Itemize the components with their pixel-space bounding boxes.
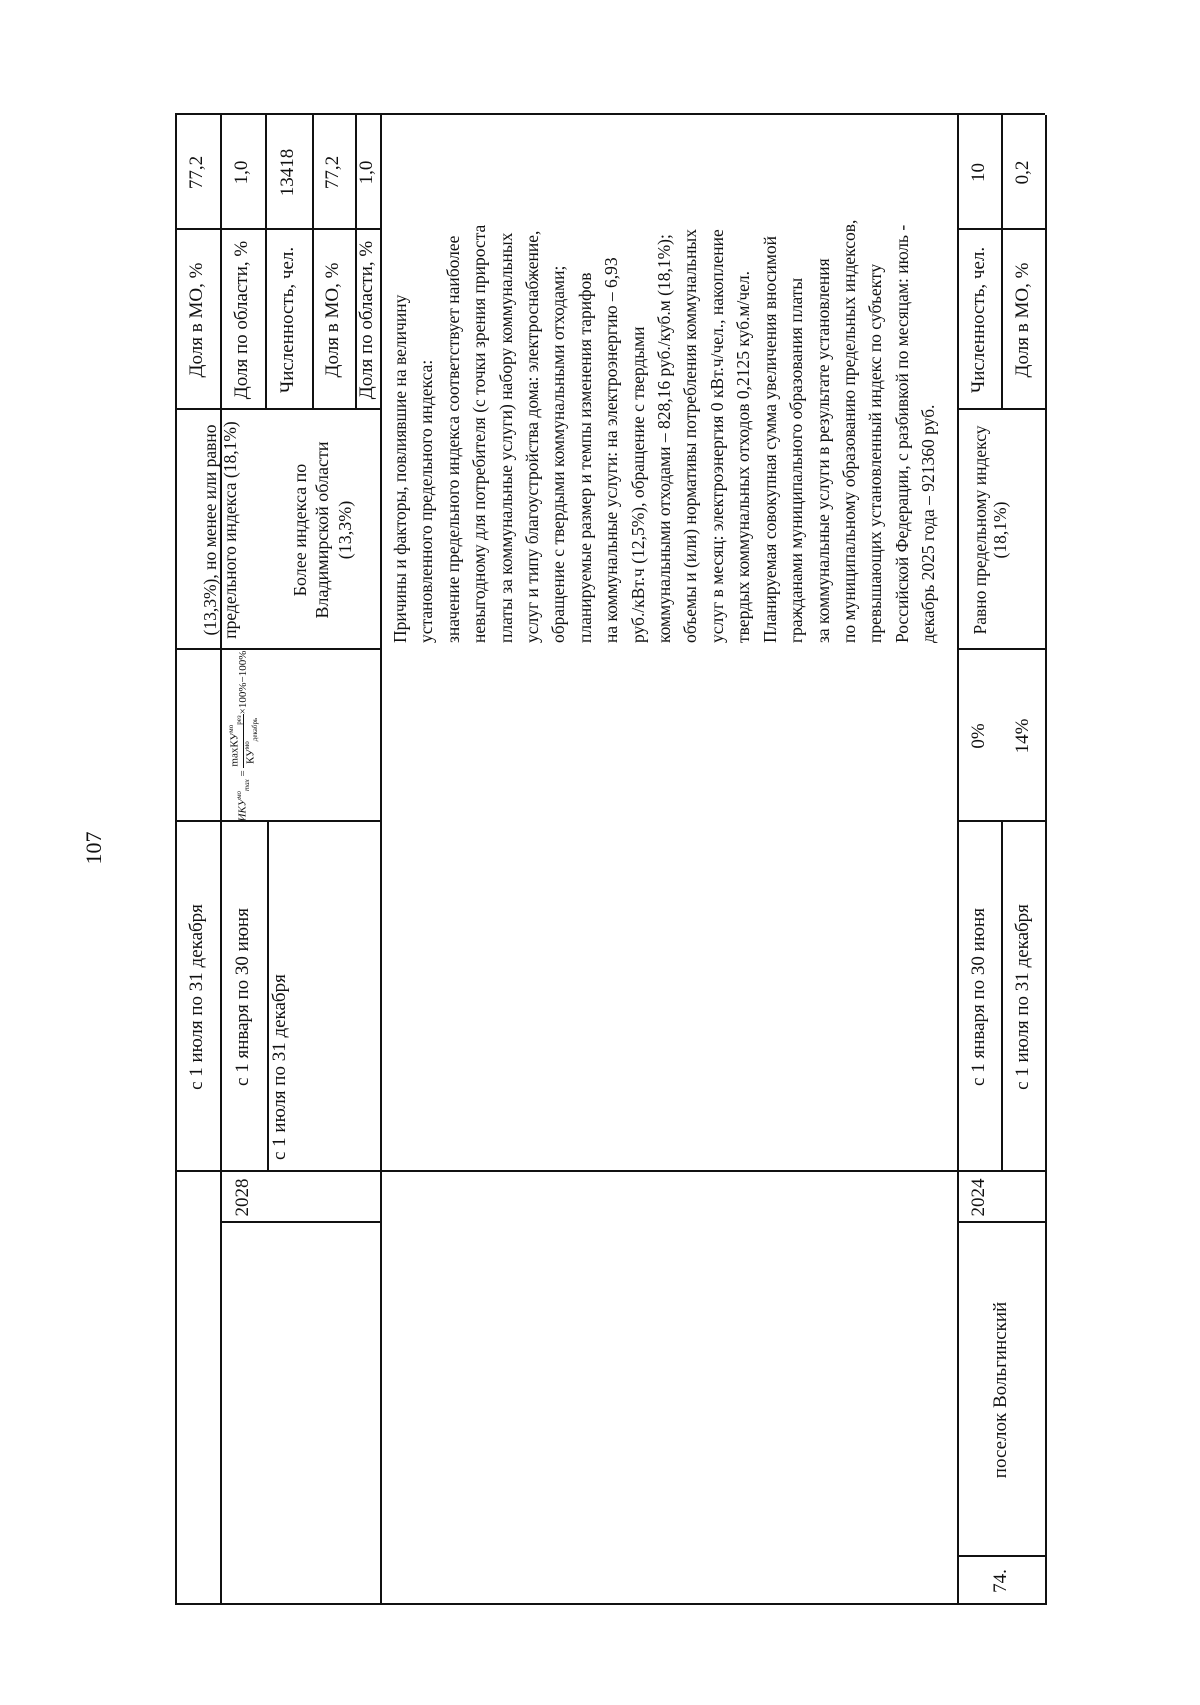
period-cell: с 1 июля по 31 декабря bbox=[186, 904, 208, 1090]
indicator-label: Доля по области, % bbox=[356, 240, 378, 400]
indicator-value: 10 bbox=[967, 163, 989, 182]
reasons-line: объемы и (или) нормативы потребления коммунальных bbox=[680, 229, 701, 643]
indicator-label: Доля в МО, % bbox=[186, 262, 208, 378]
reasons-line: декабрь 2025 года – 921360 руб. bbox=[918, 404, 939, 643]
reasons-line: гражданами муниципального образования платы bbox=[786, 277, 807, 643]
indicator-label: Численность, чел. bbox=[277, 246, 299, 394]
period-cell: с 1 января по 30 июня bbox=[232, 908, 254, 1086]
reasons-line: на коммунальные услуги: на электроэнергию – 6,93 bbox=[601, 257, 622, 643]
period-cell: с 1 июля по 31 декабря bbox=[269, 974, 290, 1160]
condition-cell: Более индекса по Владимирской области (13,3%) bbox=[289, 441, 355, 619]
indicator-value: 1,0 bbox=[356, 160, 378, 185]
condition-cell: (13,3%), но менее или равно предельного индекса (18,1%) bbox=[199, 421, 240, 639]
reasons-line: услуг и типу благоустройства дома: электроснабжение, bbox=[522, 230, 543, 643]
reasons-line: коммунальными отходами – 828,16 руб./куб.м (18,1%); bbox=[654, 234, 675, 643]
reasons-text bbox=[387, 115, 955, 647]
year-cell: 2024 bbox=[967, 1178, 989, 1217]
indicator-label: Численность, чел. bbox=[967, 246, 989, 394]
rotated-table bbox=[175, 115, 1045, 1605]
row-number: 74. bbox=[989, 1569, 1011, 1593]
indicator-value: 1,0 bbox=[231, 160, 253, 185]
index-value: 14% bbox=[1011, 718, 1033, 754]
reasons-line: планируемые размер и темпы изменения тарифов bbox=[574, 272, 595, 643]
indicator-value: 77,2 bbox=[186, 155, 208, 190]
period-cell: с 1 января по 30 июня bbox=[967, 908, 989, 1086]
reasons-line: значение предельного индекса соответствует наиболее bbox=[442, 235, 463, 643]
reasons-line: Планируемая совокупная сумма увеличения вносимой bbox=[759, 235, 780, 643]
indicator-value: 0,2 bbox=[1011, 160, 1033, 185]
reasons-line: за коммунальные услуги в результате установления bbox=[812, 258, 833, 643]
indicator-label: Доля в МО, % bbox=[322, 262, 344, 378]
condition-cell: Равно предельному индексу (18,1%) bbox=[969, 425, 1010, 635]
reasons-line: невыгодному для потребителя (с точки зрения прироста bbox=[469, 224, 490, 643]
reasons-line: установленного предельного индекса: bbox=[416, 359, 437, 643]
municipality-name: поселок Вольгинский bbox=[989, 1301, 1011, 1479]
reasons-line: Причины и факторы, повлиявшие на величину bbox=[390, 294, 410, 643]
reasons-line: твердых коммунальных отходов 0,2125 куб.м/чел. bbox=[733, 270, 754, 643]
reasons-line: платы за коммунальные услуги) набору коммунальных bbox=[495, 232, 516, 643]
indicator-label: Доля в МО, % bbox=[1011, 262, 1033, 378]
reasons-line: обращение с твердыми коммунальными отходами; bbox=[548, 265, 569, 643]
reasons-line: руб./кВт.ч (12,5%), обращение с твердыми bbox=[627, 326, 648, 643]
indicator-label: Доля по области, % bbox=[231, 240, 253, 400]
reasons-line: Российской Федерации, с разбивкой по месяцам: июль - bbox=[891, 224, 912, 643]
index-formula: $ИКУ^{мо}_{max}$ = maxКУ$^{мо}_{рез}$ $КУ^{мо}_{декабрь}$ ×100%−100% bbox=[227, 650, 259, 822]
page-number: 107 bbox=[81, 831, 106, 865]
indicator-value: 13418 bbox=[277, 148, 299, 197]
reasons-line: по муниципальному образованию предельных индексов, bbox=[838, 219, 859, 643]
reasons-line: превышающих установленный индекс по субъекту bbox=[865, 263, 886, 643]
indicator-value: 77,2 bbox=[322, 155, 344, 190]
reasons-line: услуг в месяц: электроэнергия 0 кВт.ч/чел., накопление bbox=[706, 229, 727, 643]
year-cell: 2028 bbox=[232, 1178, 254, 1217]
index-value: 0% bbox=[967, 723, 989, 749]
period-cell: с 1 июля по 31 декабря bbox=[1011, 904, 1033, 1090]
